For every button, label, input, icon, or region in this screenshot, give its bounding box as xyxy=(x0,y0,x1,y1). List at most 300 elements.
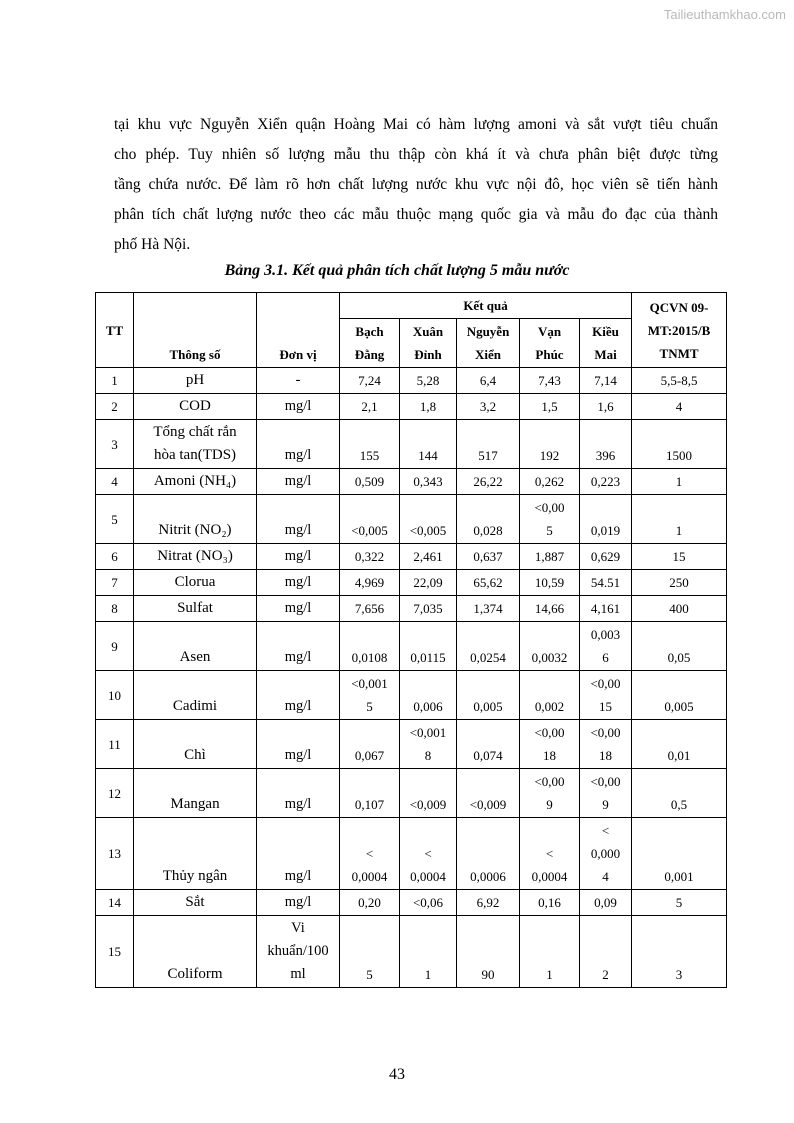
sample-value xyxy=(457,544,520,570)
cell-line: ml xyxy=(290,966,306,982)
cell-line: Sắt xyxy=(185,894,205,910)
row-number: 1 xyxy=(96,368,134,394)
sample-value xyxy=(400,890,457,916)
parameter-name xyxy=(134,544,257,570)
cell-line: mg/l xyxy=(284,398,312,414)
sample-value xyxy=(340,890,400,916)
table-row xyxy=(96,495,727,544)
cell-line: 1,374 xyxy=(473,601,503,616)
cell-line: 0,0108 xyxy=(351,650,388,665)
cell-line: 396 xyxy=(595,448,616,463)
parameter-name xyxy=(134,495,257,544)
sample-value xyxy=(340,916,400,988)
cell-line: 0,0004 xyxy=(410,869,446,884)
cell-line: 0,0254 xyxy=(470,650,506,665)
cell-line: 0,0006 xyxy=(470,869,506,884)
cell-line: - xyxy=(295,372,301,388)
sample-value xyxy=(520,596,580,622)
parameter-name xyxy=(134,469,257,495)
cell-line: 155 xyxy=(359,448,380,463)
cell-line: <0,009 xyxy=(409,797,447,812)
cell-line: <0,00 xyxy=(590,774,621,789)
cell-line: <0,005 xyxy=(409,523,447,538)
cell-line: 2,461 xyxy=(413,549,443,564)
water-quality-table xyxy=(95,292,727,988)
cell-line: Nitrit (NO₂) xyxy=(158,522,232,538)
standard-value: 5,5-8,5 xyxy=(632,368,727,394)
parameter-name xyxy=(134,622,257,671)
page-number: 43 xyxy=(389,1066,405,1083)
cell-line: < xyxy=(365,846,374,861)
paragraph-line: tầng chứa nước. Để làm rõ hơn chất lượng nước khu vực nội đô, học viên sẽ tiến hành xyxy=(114,176,718,193)
cell-line: mg/l xyxy=(284,747,312,763)
cell-line: Chì xyxy=(184,747,206,763)
paragraph-line: phân tích chất lượng nước theo các mẫu thuộc mạng quốc gia và mẫu đo đạc của thành xyxy=(114,206,718,223)
sample-value xyxy=(457,720,520,769)
cell-line: < xyxy=(545,846,554,861)
cell-line: hòa tan(TDS) xyxy=(153,447,237,463)
cell-line: 0,09 xyxy=(594,895,617,910)
cell-line: <0,001 xyxy=(351,676,388,691)
table-row xyxy=(96,420,727,469)
sample-value xyxy=(340,720,400,769)
cell-line: Thủy ngân xyxy=(162,868,228,884)
sample-value xyxy=(400,570,457,596)
header-line: Phúc xyxy=(535,347,564,362)
parameter-name xyxy=(134,720,257,769)
cell-line: 7,656 xyxy=(354,601,385,616)
header-line: Mai xyxy=(594,347,617,362)
header-standard-line: TNMT xyxy=(659,345,699,361)
cell-line: 7,035 xyxy=(413,601,443,616)
header-sample-van-phuc xyxy=(520,319,580,368)
cell-line: Coliform xyxy=(167,966,223,982)
cell-line: 192 xyxy=(539,448,560,463)
header-unit: Đơn vị xyxy=(257,293,340,368)
unit xyxy=(257,495,340,544)
row-number: 6 xyxy=(96,544,134,570)
table-row xyxy=(96,622,727,671)
sample-value xyxy=(457,769,520,818)
paragraph-line: tại khu vực Nguyễn Xiển quận Hoàng Mai có hàm lượng amoni và sắt vượt tiêu chuẩn xyxy=(114,116,718,133)
header-line: Kiều xyxy=(592,324,619,339)
header-standard-line: QCVN 09- xyxy=(649,299,709,315)
sample-value xyxy=(580,890,632,916)
parameter-name xyxy=(134,570,257,596)
sample-value xyxy=(580,916,632,988)
unit xyxy=(257,720,340,769)
cell-line: Mangan xyxy=(170,796,220,812)
table-row xyxy=(96,720,727,769)
cell-line: 0,003 xyxy=(590,627,621,642)
cell-line: <0,001 xyxy=(409,725,447,740)
sample-value xyxy=(580,671,632,720)
sample-value xyxy=(340,769,400,818)
cell-line: 144 xyxy=(418,448,438,463)
sample-value xyxy=(520,890,580,916)
cell-line: 0,629 xyxy=(590,549,621,564)
parameter-name xyxy=(134,818,257,890)
row-number: 13 xyxy=(96,818,134,890)
table-row xyxy=(96,570,727,596)
sample-value xyxy=(580,544,632,570)
cell-line: 0,006 xyxy=(413,699,443,714)
standard-value: 5 xyxy=(632,890,727,916)
row-number: 14 xyxy=(96,890,134,916)
sample-value xyxy=(520,368,580,394)
unit xyxy=(257,769,340,818)
cell-line: 65,62 xyxy=(473,575,503,590)
parameter-name xyxy=(134,890,257,916)
sample-value xyxy=(457,368,520,394)
unit xyxy=(257,368,340,394)
cell-line: 7,14 xyxy=(594,373,617,388)
cell-line: 0,067 xyxy=(354,748,385,763)
sample-value xyxy=(580,469,632,495)
row-number: 8 xyxy=(96,596,134,622)
cell-line: 6,92 xyxy=(476,895,500,910)
table-row xyxy=(96,368,727,394)
standard-value: 4 xyxy=(632,394,727,420)
standard-value: 0,001 xyxy=(632,818,727,890)
cell-line: Asen xyxy=(179,649,211,665)
cell-line: < xyxy=(424,846,432,861)
sample-value xyxy=(400,769,457,818)
cell-line: 0,20 xyxy=(358,895,381,910)
sample-value xyxy=(340,818,400,890)
sample-value xyxy=(520,469,580,495)
cell-line: 4,969 xyxy=(354,575,385,590)
cell-line: 0,322 xyxy=(354,549,385,564)
sample-value xyxy=(400,818,457,890)
sample-value xyxy=(457,890,520,916)
cell-line: 0,0032 xyxy=(531,650,568,665)
header-tt: TT xyxy=(96,293,134,368)
standard-value: 0,01 xyxy=(632,720,727,769)
sample-value xyxy=(400,394,457,420)
unit xyxy=(257,818,340,890)
sample-value xyxy=(400,671,457,720)
sample-value xyxy=(520,671,580,720)
sample-value xyxy=(340,469,400,495)
standard-value: 0,005 xyxy=(632,671,727,720)
cell-line: <0,00 xyxy=(590,676,621,691)
header-line: Bạch xyxy=(355,324,384,339)
cell-line: 0,107 xyxy=(354,797,385,812)
sample-value xyxy=(580,420,632,469)
standard-value: 1 xyxy=(632,469,727,495)
cell-line: 7,43 xyxy=(538,373,561,388)
header-line: Vạn xyxy=(537,324,562,339)
body-paragraph xyxy=(114,110,718,260)
sample-value xyxy=(520,495,580,544)
cell-line: mg/l xyxy=(284,548,312,564)
header-line: Đỉnh xyxy=(414,347,442,362)
cell-line: 517 xyxy=(478,448,498,463)
table-header xyxy=(96,293,727,368)
unit xyxy=(257,916,340,988)
cell-line: 7,24 xyxy=(358,373,381,388)
standard-value: 15 xyxy=(632,544,727,570)
standard-value: 0,5 xyxy=(632,769,727,818)
header-line: Nguyễn xyxy=(466,324,510,339)
header-results: Kết quả xyxy=(340,293,632,319)
cell-line: <0,06 xyxy=(412,895,444,910)
cell-line: 0,0004 xyxy=(531,869,568,884)
cell-line: Nitrat (NO₃) xyxy=(157,548,233,564)
cell-line: 1,8 xyxy=(419,399,437,414)
header-line: Đằng xyxy=(354,347,385,362)
sample-value xyxy=(520,818,580,890)
table-row xyxy=(96,818,727,890)
sample-value xyxy=(400,420,457,469)
cell-line: 1 xyxy=(424,967,432,982)
table-row xyxy=(96,469,727,495)
row-number: 2 xyxy=(96,394,134,420)
sample-value xyxy=(520,769,580,818)
cell-line: 1,887 xyxy=(534,549,565,564)
sample-value xyxy=(520,720,580,769)
header-param: Thông số xyxy=(134,293,257,368)
row-number: 11 xyxy=(96,720,134,769)
cell-line: 0,028 xyxy=(473,523,503,538)
unit xyxy=(257,394,340,420)
cell-line: <0,00 xyxy=(590,725,621,740)
row-number: 12 xyxy=(96,769,134,818)
sample-value xyxy=(457,622,520,671)
sample-value xyxy=(457,420,520,469)
sample-value xyxy=(580,495,632,544)
unit xyxy=(257,671,340,720)
sample-value xyxy=(340,495,400,544)
parameter-name xyxy=(134,916,257,988)
sample-value xyxy=(580,769,632,818)
table-row xyxy=(96,890,727,916)
cell-line: 14,66 xyxy=(534,601,565,616)
cell-line: pH xyxy=(185,372,205,388)
cell-line: 8 xyxy=(424,748,432,763)
sample-value xyxy=(340,394,400,420)
cell-line: 18 xyxy=(599,748,613,763)
cell-line: 5 xyxy=(366,967,373,982)
unit xyxy=(257,596,340,622)
cell-line: <0,009 xyxy=(469,797,507,812)
cell-line: khuẩn/100 xyxy=(267,943,329,959)
sample-value xyxy=(520,622,580,671)
cell-line: Tổng chất rắn xyxy=(153,424,237,440)
header-standard xyxy=(632,293,727,368)
unit xyxy=(257,469,340,495)
sample-value xyxy=(400,544,457,570)
cell-line: <0,00 xyxy=(534,500,565,515)
sample-value xyxy=(580,570,632,596)
header-sample-kieu-mai xyxy=(580,319,632,368)
cell-line: 0,262 xyxy=(534,474,565,489)
row-number: 9 xyxy=(96,622,134,671)
cell-line: Sulfat xyxy=(177,600,213,616)
row-number: 10 xyxy=(96,671,134,720)
unit xyxy=(257,890,340,916)
cell-line: 54.51 xyxy=(590,575,621,590)
standard-value: 250 xyxy=(632,570,727,596)
table-row xyxy=(96,671,727,720)
header-line: Xiển xyxy=(475,347,501,362)
cell-line: 0,000 xyxy=(590,846,621,861)
cell-line: 0,0115 xyxy=(410,650,446,665)
parameter-name xyxy=(134,769,257,818)
cell-line: mg/l xyxy=(284,868,312,884)
sample-value xyxy=(520,916,580,988)
header-standard-line: MT:2015/B xyxy=(647,322,711,338)
table-row xyxy=(96,544,727,570)
cell-line: 1,5 xyxy=(541,399,558,414)
sample-value xyxy=(340,368,400,394)
header-sample-xuan-dinh xyxy=(400,319,457,368)
sample-value xyxy=(520,394,580,420)
cell-line: 0,16 xyxy=(538,895,561,910)
sample-value xyxy=(400,622,457,671)
cell-line: mg/l xyxy=(284,473,312,489)
cell-line: 0,0004 xyxy=(351,869,388,884)
sample-value xyxy=(400,720,457,769)
table-row xyxy=(96,394,727,420)
cell-line: 2,1 xyxy=(361,399,378,414)
cell-line: 0,223 xyxy=(590,474,621,489)
sample-value xyxy=(457,469,520,495)
row-number: 15 xyxy=(96,916,134,988)
cell-line: 0,005 xyxy=(473,699,503,714)
parameter-name xyxy=(134,368,257,394)
cell-line: <0,00 xyxy=(534,774,565,789)
cell-line: COD xyxy=(179,398,211,414)
sample-value xyxy=(340,544,400,570)
sample-value xyxy=(340,671,400,720)
cell-line: 9 xyxy=(602,797,609,812)
sample-value xyxy=(580,394,632,420)
cell-line: mg/l xyxy=(284,698,312,714)
parameter-name xyxy=(134,596,257,622)
sample-value xyxy=(457,916,520,988)
unit xyxy=(257,420,340,469)
cell-line: 18 xyxy=(543,748,556,763)
cell-line: mg/l xyxy=(284,796,312,812)
cell-line: 26,22 xyxy=(473,474,503,489)
sample-value xyxy=(457,394,520,420)
parameter-name xyxy=(134,394,257,420)
paragraph-line: cho phép. Tuy nhiên số lượng mẫu thu thập còn khá ít và chưa phân biệt được từng xyxy=(114,146,718,163)
sample-value xyxy=(400,469,457,495)
cell-line: 0,074 xyxy=(473,748,503,763)
sample-value xyxy=(520,570,580,596)
unit xyxy=(257,544,340,570)
cell-line: 10,59 xyxy=(534,575,565,590)
table-row xyxy=(96,596,727,622)
sample-value xyxy=(340,570,400,596)
cell-line: 2 xyxy=(602,967,609,982)
sample-value xyxy=(457,495,520,544)
standard-value: 400 xyxy=(632,596,727,622)
sample-value xyxy=(400,495,457,544)
cell-line: 0,002 xyxy=(534,699,565,714)
cell-line: mg/l xyxy=(284,600,312,616)
cell-line: 6,4 xyxy=(479,373,497,388)
sample-value xyxy=(400,596,457,622)
cell-line: 1 xyxy=(546,967,553,982)
row-number: 4 xyxy=(96,469,134,495)
table-caption: Bảng 3.1. Kết quả phân tích chất lượng 5 mẫu nước xyxy=(224,262,570,279)
cell-line: Vi xyxy=(291,920,305,936)
cell-line: mg/l xyxy=(284,894,312,910)
unit xyxy=(257,622,340,671)
sample-value xyxy=(520,544,580,570)
table-row xyxy=(96,769,727,818)
cell-line: 1,6 xyxy=(597,399,614,414)
cell-line: 15 xyxy=(599,699,613,714)
cell-line: 3,2 xyxy=(479,399,497,414)
parameter-name xyxy=(134,671,257,720)
cell-line: mg/l xyxy=(284,649,312,665)
unit xyxy=(257,570,340,596)
header-line: Xuân xyxy=(412,324,444,339)
row-number: 3 xyxy=(96,420,134,469)
cell-line: mg/l xyxy=(284,574,312,590)
table-body xyxy=(96,368,727,988)
sample-value xyxy=(457,818,520,890)
row-number: 5 xyxy=(96,495,134,544)
sample-value xyxy=(580,368,632,394)
standard-value: 0,05 xyxy=(632,622,727,671)
cell-line: 5,28 xyxy=(416,373,440,388)
paragraph-line: phố Hà Nội. xyxy=(114,236,191,253)
sample-value xyxy=(340,596,400,622)
cell-line: 0,637 xyxy=(473,549,503,564)
cell-line: <0,00 xyxy=(534,725,565,740)
sample-value xyxy=(520,420,580,469)
header-sample-nguyen-xien xyxy=(457,319,520,368)
cell-line: 4,161 xyxy=(590,601,621,616)
sample-value xyxy=(457,570,520,596)
cell-line: < xyxy=(601,823,610,838)
cell-line: 5 xyxy=(546,523,553,538)
header-sample-bach-dang xyxy=(340,319,400,368)
standard-value: 1500 xyxy=(632,420,727,469)
sample-value xyxy=(580,818,632,890)
standard-value: 1 xyxy=(632,495,727,544)
row-number: 7 xyxy=(96,570,134,596)
cell-line: Clorua xyxy=(174,574,216,590)
cell-line: 22,09 xyxy=(413,575,443,590)
parameter-name xyxy=(134,420,257,469)
sample-value xyxy=(457,596,520,622)
sample-value xyxy=(400,916,457,988)
sample-value xyxy=(340,622,400,671)
cell-line: Cadimi xyxy=(172,698,218,714)
sample-value xyxy=(457,671,520,720)
table-row xyxy=(96,916,727,988)
cell-line: 9 xyxy=(546,797,553,812)
cell-line: 6 xyxy=(602,650,609,665)
watermark: Tailieuthamkhao.com xyxy=(663,7,786,22)
cell-line: mg/l xyxy=(284,522,312,538)
sample-value xyxy=(580,596,632,622)
standard-value: 3 xyxy=(632,916,727,988)
sample-value xyxy=(580,720,632,769)
cell-line: 90 xyxy=(481,967,495,982)
cell-line: mg/l xyxy=(284,447,312,463)
sample-value xyxy=(400,368,457,394)
cell-line: 4 xyxy=(602,869,609,884)
sample-value xyxy=(580,622,632,671)
